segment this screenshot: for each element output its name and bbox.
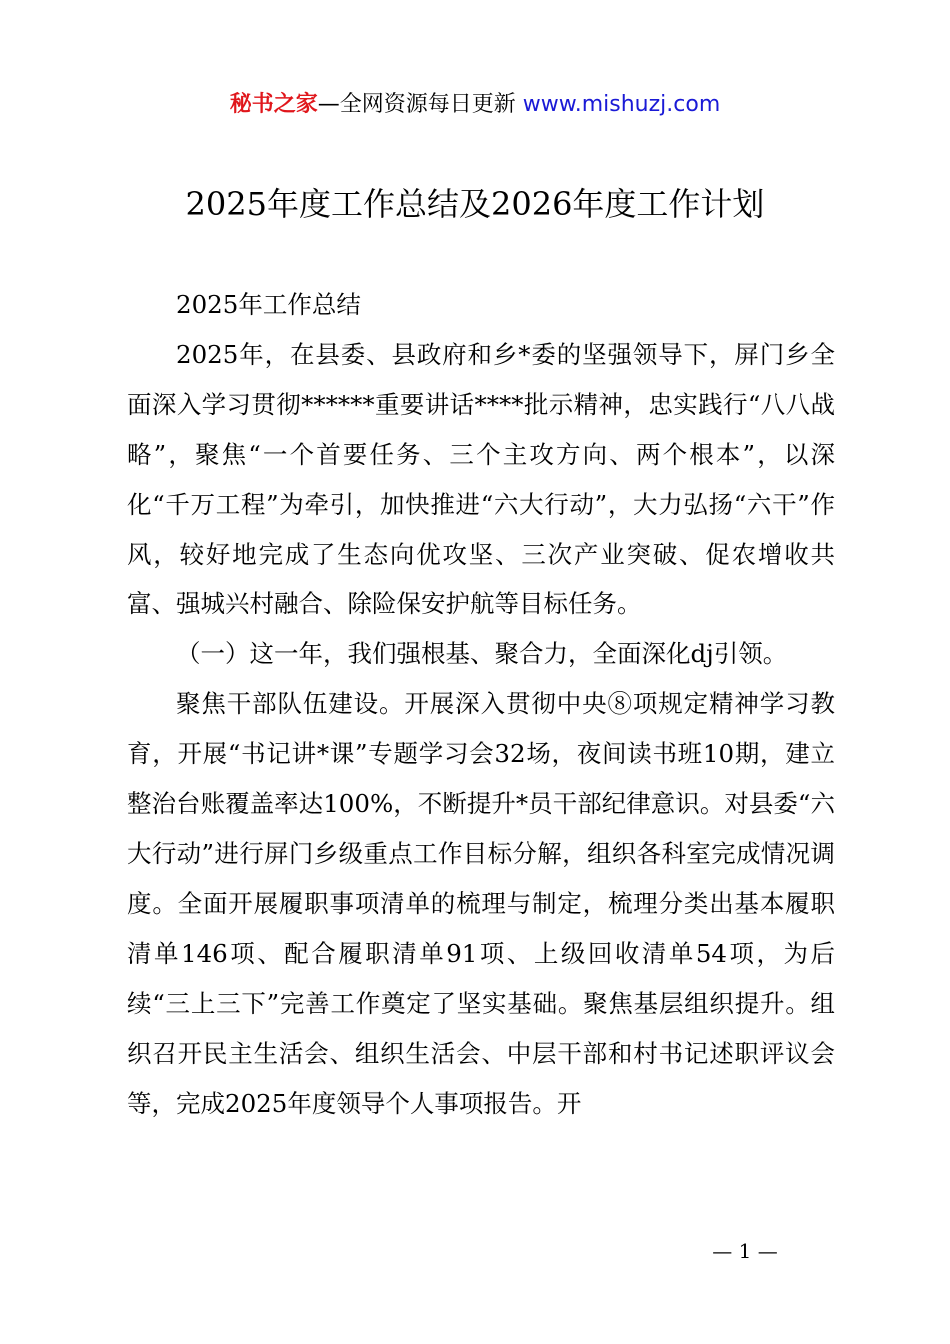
document-body (127, 280, 835, 1128)
brand-name[interactable]: 秘书之家 (229, 92, 318, 117)
site-url-link[interactable]: www.mishuzj.com (522, 92, 721, 117)
document-title: 2025年度工作总结及2026年度工作计划 (185, 185, 765, 223)
page-number: — 1 — (712, 1239, 778, 1263)
body-paragraph: 2025年，在县委、县政府和乡*委的坚强领导下，屏门乡全面深入学习贯彻******重要讲话****批示精神，忠实践行“八八战略”，聚焦“一个首要任务、三个主攻方向、两个根本”，以深化“千万工程”为牵引，加快推进“六大行动”，大力弘扬“六干”作风，较好地完成了生态向优攻坚、三次产业突破、促农增收共富、强城兴村融合、除险保安护航等目标任务。 (127, 339, 835, 619)
body-paragraph: 聚焦干部队伍建设。开展深入贯彻中央⑧项规定精神学习教育，开展“书记讲*课”专题学习会32场，夜间读书班10期，建立整治台账覆盖率达100%，不断提升*员干部纪律意识。对县委“六大行动”进行屏门乡级重点工作目标分解，组织各科室完成情况调度。全面开展履职事项清单的梳理与制定，梳理分类出基本履职清单146项、配合履职清单91项、上级回收清单54项，为后续“三上三下”完善工作奠定了坚实基础。聚焦基层组织提升。组织召开民主生活会、组织生活会、中层干部和村书记述职评议会等，完成2025年度领导个人事项报告。开 (127, 689, 835, 1118)
section-heading: 2025年工作总结 (176, 290, 361, 319)
subsection-heading: （一）这一年，我们强根基、聚合力，全面深化dj引领。 (176, 639, 788, 669)
site-header (0, 88, 950, 122)
header-tagline: —全网资源每日更新 (317, 92, 523, 117)
